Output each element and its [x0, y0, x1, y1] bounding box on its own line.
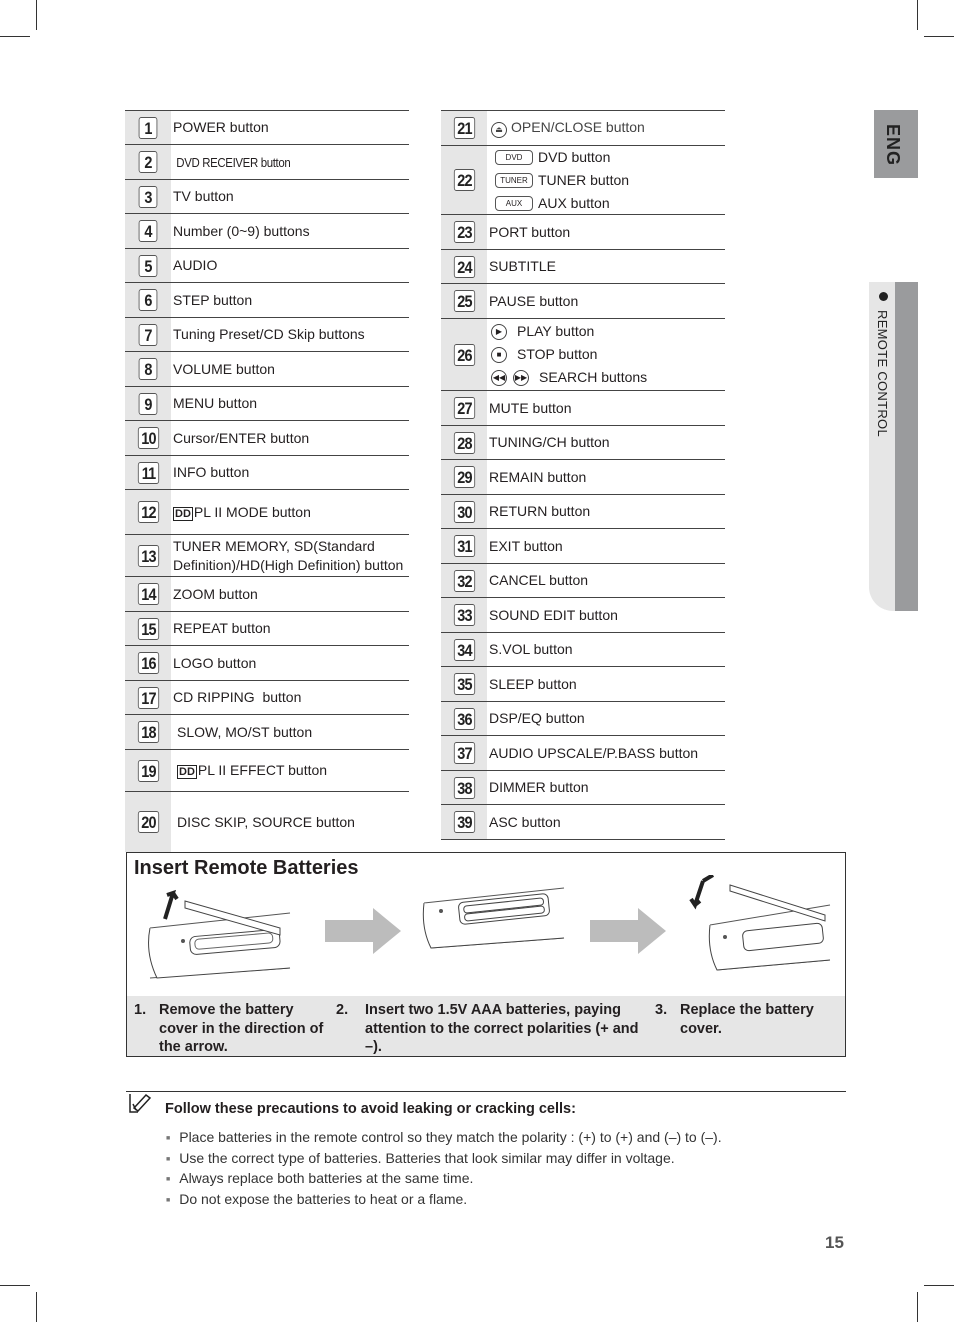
step-text: Insert two 1.5V AAA batteries, paying attention to the correct polarities (+ and –).: [365, 1002, 639, 1055]
list-item: ■ Always replace both batteries at the same time.: [166, 1169, 722, 1190]
item-number: 39: [453, 811, 474, 833]
crop-mark: [0, 36, 30, 37]
table-row: [125, 681, 409, 715]
table-row: [125, 535, 409, 577]
tuner-icon: TUNER: [495, 173, 533, 188]
item-number: 24: [453, 256, 474, 278]
dolby-icon: DD: [179, 766, 195, 778]
item-label: CD RIPPING button: [173, 689, 302, 705]
item-label: Number (0~9) buttons: [173, 222, 310, 239]
crop-mark: [36, 0, 37, 30]
item-label: REMAIN button: [489, 468, 587, 485]
item-label: REPEAT button: [173, 620, 271, 636]
table-row: [125, 421, 409, 456]
item-label: TUNER MEMORY, SD(Standard Definition)/HD(High Definition) button: [173, 537, 404, 573]
play-icon: ▶: [491, 324, 507, 340]
step-number: 2.: [336, 1002, 349, 1018]
step-text: Replace the battery cover.: [680, 1002, 814, 1037]
item-number: 35: [453, 673, 474, 695]
eject-icon: ⏏: [491, 122, 507, 138]
item-number: 6: [139, 289, 158, 311]
table-row: [441, 564, 725, 598]
crop-mark: [917, 0, 918, 30]
crop-mark: [36, 1292, 37, 1322]
list-item: ■ Use the correct type of batteries. Batteries that look similar may differ in voltage.: [166, 1149, 722, 1170]
table-row: [441, 805, 725, 840]
table-row: [441, 633, 725, 667]
item-label: DVD button: [538, 148, 611, 165]
item-number: 27: [453, 397, 474, 419]
item-label: DSP/EQ button: [489, 710, 585, 726]
item-number: 19: [137, 760, 158, 782]
item-number: 38: [453, 777, 474, 799]
crop-mark: [0, 1285, 30, 1286]
item-number: 23: [453, 221, 474, 243]
item-label: POWER button: [173, 119, 269, 135]
list-item: ■ Place batteries in the remote control so they match the polarity : (+) to (+) and (–) to (–).: [166, 1128, 722, 1149]
item-label: AUDIO UPSCALE/P.BASS button: [489, 744, 699, 761]
item-label: LOGO button: [173, 654, 257, 671]
item-number: 16: [137, 652, 158, 674]
item-number: 18: [137, 721, 158, 743]
remove-cover-illustration: [145, 883, 295, 983]
precautions-note: [126, 1091, 846, 1207]
replace-cover-illustration: [685, 875, 835, 975]
item-label: Tuning Preset/CD Skip buttons: [173, 326, 365, 342]
item-label: PL II MODE button: [193, 503, 311, 520]
item-label: PORT button: [489, 223, 571, 240]
table-row: [125, 792, 409, 852]
item-number: 10: [137, 427, 158, 449]
table-row: [125, 715, 409, 750]
item-number: 7: [139, 324, 158, 346]
precautions-list: [166, 1128, 722, 1210]
dvd-icon: DVD: [495, 150, 533, 165]
item-number: 33: [453, 604, 474, 626]
item-number: 29: [453, 466, 474, 488]
button-list-left: [125, 110, 409, 852]
stop-icon: ■: [491, 347, 507, 363]
arrow-right-icon: [590, 908, 666, 954]
arrow-right-icon: [325, 908, 401, 954]
table-row: [125, 490, 409, 535]
table-row: [441, 319, 725, 391]
item-label: VOLUME button: [173, 360, 275, 377]
table-row: [441, 391, 725, 426]
table-row: [441, 146, 725, 215]
list-item: ■ Do not expose the batteries to heat or a flame.: [166, 1190, 722, 1211]
item-label: INFO button: [173, 464, 250, 480]
item-label: CANCEL button: [489, 572, 589, 588]
battery-section: [126, 852, 846, 1057]
item-number: 26: [453, 344, 474, 366]
item-number: 13: [137, 545, 158, 567]
item-number: 36: [453, 708, 474, 730]
item-label: PLAY button: [517, 323, 595, 339]
item-number: 22: [453, 169, 474, 191]
item-label: SEARCH buttons: [539, 369, 648, 385]
item-number: 12: [137, 501, 158, 523]
item-label: AUX button: [538, 194, 610, 211]
table-row: [125, 283, 409, 318]
language-tab: [874, 110, 918, 178]
dolby-icon: DD: [175, 507, 191, 520]
bullet-icon: [879, 292, 888, 301]
step-number: 3.: [655, 1002, 668, 1018]
item-label: DIMMER button: [489, 779, 589, 795]
item-label: ZOOM button: [173, 585, 258, 602]
item-label: STOP button: [517, 346, 598, 362]
table-row: [441, 736, 725, 771]
item-number: 30: [453, 501, 474, 523]
step-item: [655, 1001, 835, 1038]
item-label: RETURN button: [489, 503, 591, 519]
item-number: 31: [453, 535, 474, 557]
item-number: 17: [137, 687, 158, 709]
table-row: [441, 460, 725, 495]
item-number: 20: [137, 811, 158, 833]
item-number: 14: [137, 583, 158, 605]
item-label: PAUSE button: [489, 292, 579, 309]
table-row: [125, 387, 409, 421]
item-label: PL II EFFECT button: [197, 762, 328, 778]
language-label: ENG: [883, 124, 903, 167]
table-row: [125, 456, 409, 490]
item-label: SUBTITLE: [489, 258, 556, 274]
crop-mark: [924, 36, 954, 37]
section-label: REMOTE CONTROL: [875, 310, 890, 437]
item-number: 8: [139, 358, 158, 380]
crop-mark: [917, 1292, 918, 1322]
precautions-title: Follow these precautions to avoid leaking or cracking cells:: [165, 1101, 576, 1117]
battery-steps: [127, 996, 845, 1056]
note-icon: [128, 1092, 154, 1116]
table-row: [125, 577, 409, 612]
table-row: [441, 529, 725, 564]
table-row: [125, 111, 409, 145]
section-title: Insert Remote Batteries: [134, 857, 359, 879]
table-row: [125, 145, 409, 180]
table-row: [441, 702, 725, 736]
item-label: SOUND EDIT button: [489, 606, 618, 623]
table-row: [441, 667, 725, 702]
item-label: AUDIO: [173, 257, 218, 273]
item-number: 1: [139, 117, 158, 139]
table-row: [125, 352, 409, 387]
item-label: MUTE button: [489, 399, 572, 416]
button-list-right: [441, 110, 725, 840]
item-number: 37: [453, 742, 474, 764]
table-row: [125, 180, 409, 214]
item-number: 9: [139, 393, 158, 415]
item-number: 32: [453, 570, 474, 592]
table-row: [441, 215, 725, 250]
table-row: [441, 771, 725, 805]
table-row: [125, 318, 409, 352]
item-label: TV button: [173, 188, 234, 204]
rewind-icon: ◀◀: [491, 370, 507, 386]
table-row: [125, 750, 409, 792]
step-number: 1.: [134, 1002, 147, 1018]
item-label: DISC SKIP, SOURCE button: [177, 813, 355, 830]
item-number: 3: [139, 186, 158, 208]
item-label: OPEN/CLOSE button: [511, 119, 645, 136]
table-row: [125, 612, 409, 646]
table-row: [125, 214, 409, 249]
item-number: 28: [453, 432, 474, 454]
table-row: [441, 284, 725, 319]
item-label: SLOW, MO/ST button: [177, 723, 313, 740]
item-label: SLEEP button: [489, 675, 577, 692]
item-label: TUNING/CH button: [489, 434, 610, 450]
step-item: [336, 1001, 646, 1057]
item-number: 25: [453, 290, 474, 312]
table-row: [441, 426, 725, 460]
item-label: DVD RECEIVER button: [176, 154, 291, 170]
crop-mark: [924, 1285, 954, 1286]
section-tab-bar: [895, 282, 918, 611]
item-number: 11: [137, 462, 158, 484]
table-row: [125, 646, 409, 681]
item-number: 34: [453, 639, 474, 661]
step-item: [134, 1001, 324, 1057]
table-row: [441, 250, 725, 284]
table-row: [125, 249, 409, 283]
step-text: Remove the battery cover in the direction of the arrow.: [159, 1002, 324, 1055]
item-label: S.VOL button: [489, 641, 573, 657]
item-number: 15: [137, 618, 158, 640]
item-number: 5: [139, 255, 158, 277]
fast-forward-icon: ▶▶: [513, 370, 529, 386]
item-number: 4: [139, 220, 158, 242]
table-row: [441, 495, 725, 529]
item-number: 21: [453, 117, 474, 139]
item-label: Cursor/ENTER button: [173, 429, 310, 446]
item-label: ASC button: [489, 813, 561, 830]
item-label: EXIT button: [489, 537, 563, 554]
page-number: 15: [825, 1233, 844, 1252]
item-label: MENU button: [173, 395, 258, 411]
item-label: TUNER button: [538, 171, 630, 188]
aux-icon: AUX: [495, 196, 533, 211]
insert-batteries-illustration: [419, 883, 569, 983]
table-row: [441, 111, 725, 146]
item-label: STEP button: [173, 291, 253, 308]
table-row: [441, 598, 725, 633]
item-number: 2: [139, 151, 158, 173]
